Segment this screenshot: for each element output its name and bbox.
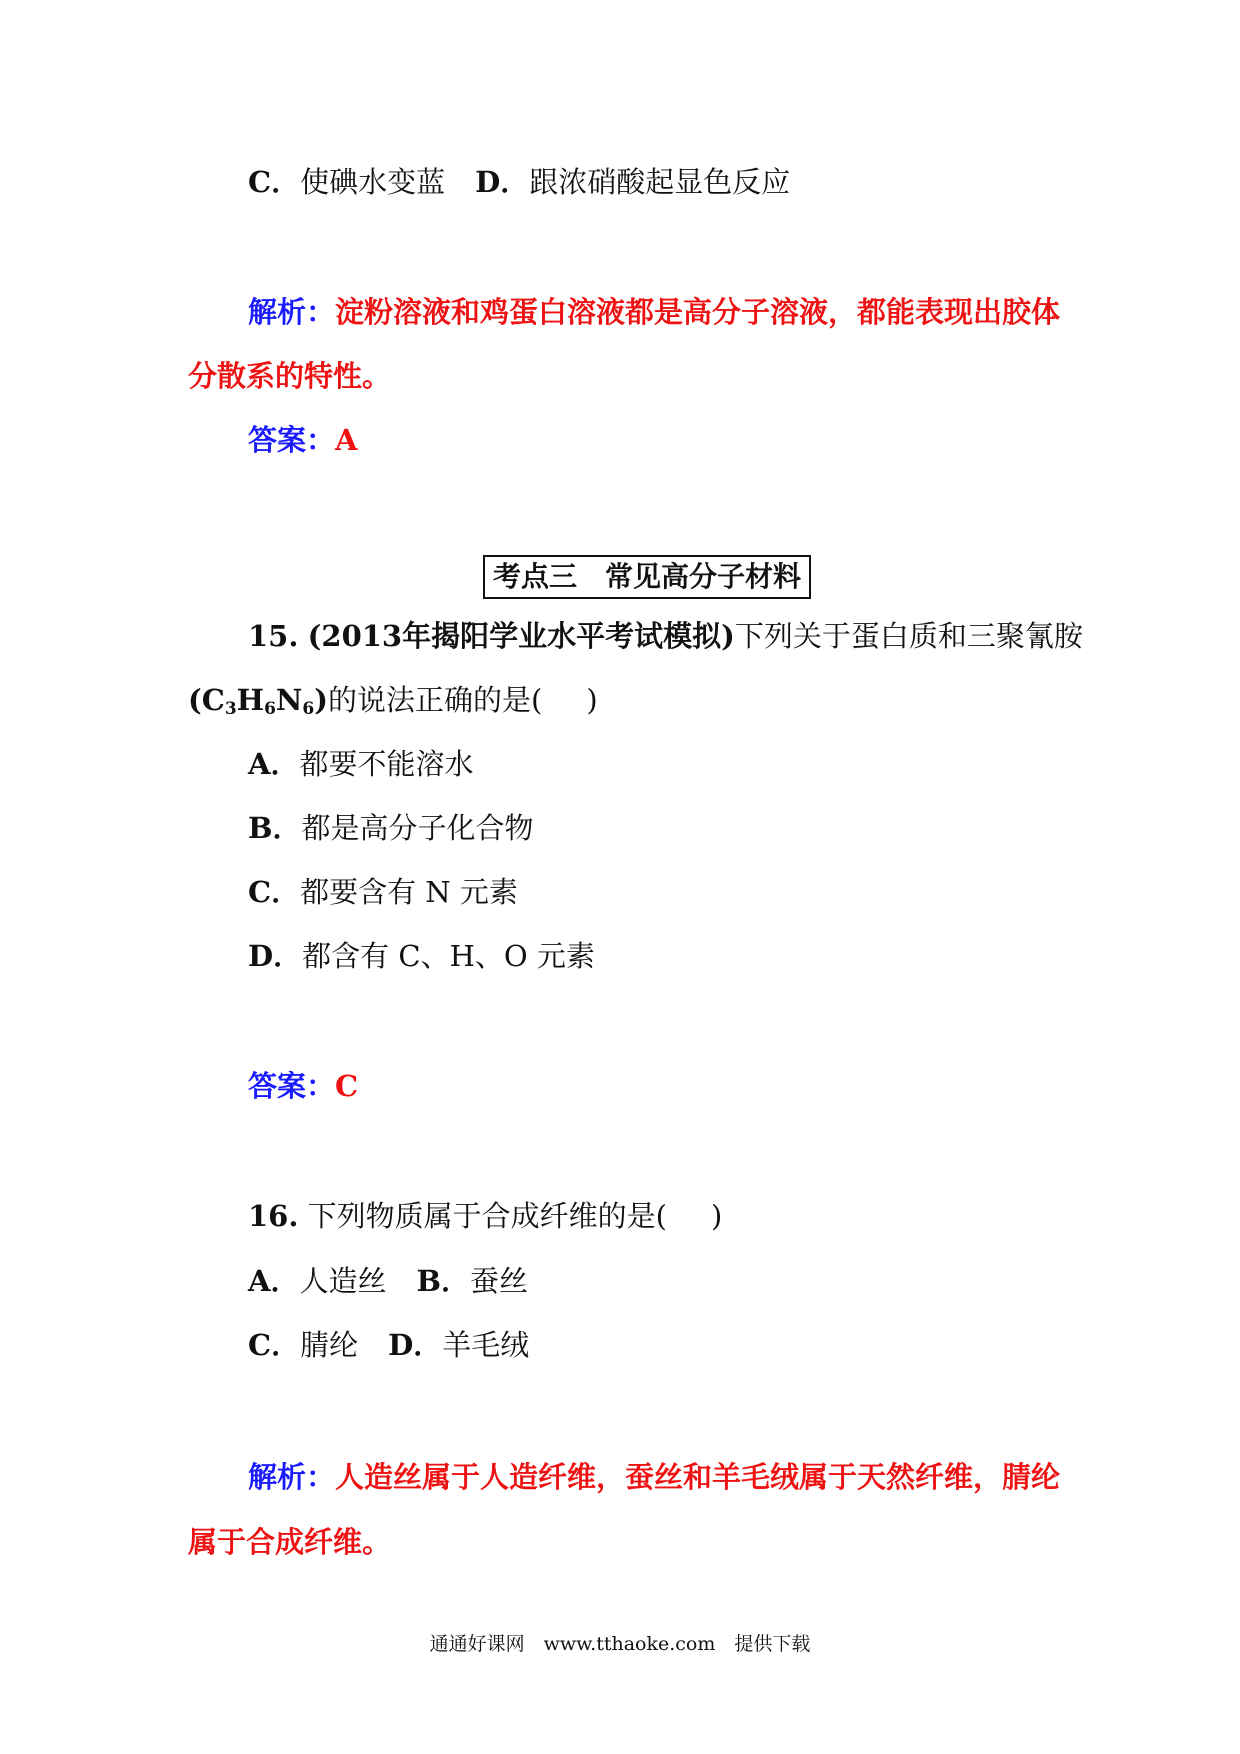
q16-options-ab: A．人造丝 B．蚕丝 [248,1264,529,1298]
footer: 通通好课网 www.tthaoke.com 提供下载 [429,1633,811,1655]
q15-source: (2013年揭阳学业水平考试模拟) [307,619,735,653]
option-c-text: 使碘水变蓝 [300,165,446,199]
q15-number: 15. [248,619,299,653]
q15-stem-text: 下列关于蛋白质和三聚氰胺 [734,619,1083,653]
q16-options-cd: C．腈纶 D．羊毛绒 [248,1328,530,1362]
q14-analysis-line1 [0,292,1240,332]
option-d-text: 跟浓硝酸起显色反应 [529,165,791,199]
q15-answer: 答案：C [248,1069,359,1103]
q15-stem-text2: 的说法正确的是( [328,683,543,717]
option-d-label: D． [475,165,530,199]
q16-stem: 16. 下列物质属于合成纤维的是( ) [248,1199,723,1233]
analysis-text-cont: 分散系的特性。 [188,359,392,393]
q15-option-d: D．都含有 C、H、O 元素 [248,939,595,973]
section-heading: 考点三 常见高分子材料 [483,555,811,599]
q16-analysis-line1: 解析：人造丝属于人造纤维，蚕丝和羊毛绒属于天然纤维，腈纶 [248,1460,1061,1494]
q14-options-cd [0,162,1240,202]
analysis-text: 淀粉溶液和鸡蛋白溶液都是高分子溶液，都能表现出胶体 [335,295,1061,329]
q14-analysis-line2 [0,356,1240,396]
q16-stem-text: 下列物质属于合成纤维的是( [307,1199,667,1233]
option-c-label: C． [248,165,301,199]
q16-analysis-line2: 属于合成纤维。 [188,1525,392,1559]
analysis-label: 解析： [248,295,336,329]
q15-option-b: B．都是高分子化合物 [248,811,534,845]
q15-option-c: C．都要含有 N 元素 [248,875,518,909]
answer-label: 答案： [248,423,336,457]
q15-stem-line2: $(C_3H_6N_6)$的说法正确的是( ) [188,683,598,719]
answer-value: A [335,423,358,457]
q14-answer [0,420,1240,460]
formula: $(C_3H_6N_6)$ [188,683,328,719]
q16-number: 16. [248,1199,299,1233]
q15-stem-line1 [0,616,1240,656]
q15-option-a: A．都要不能溶水 [248,747,474,781]
